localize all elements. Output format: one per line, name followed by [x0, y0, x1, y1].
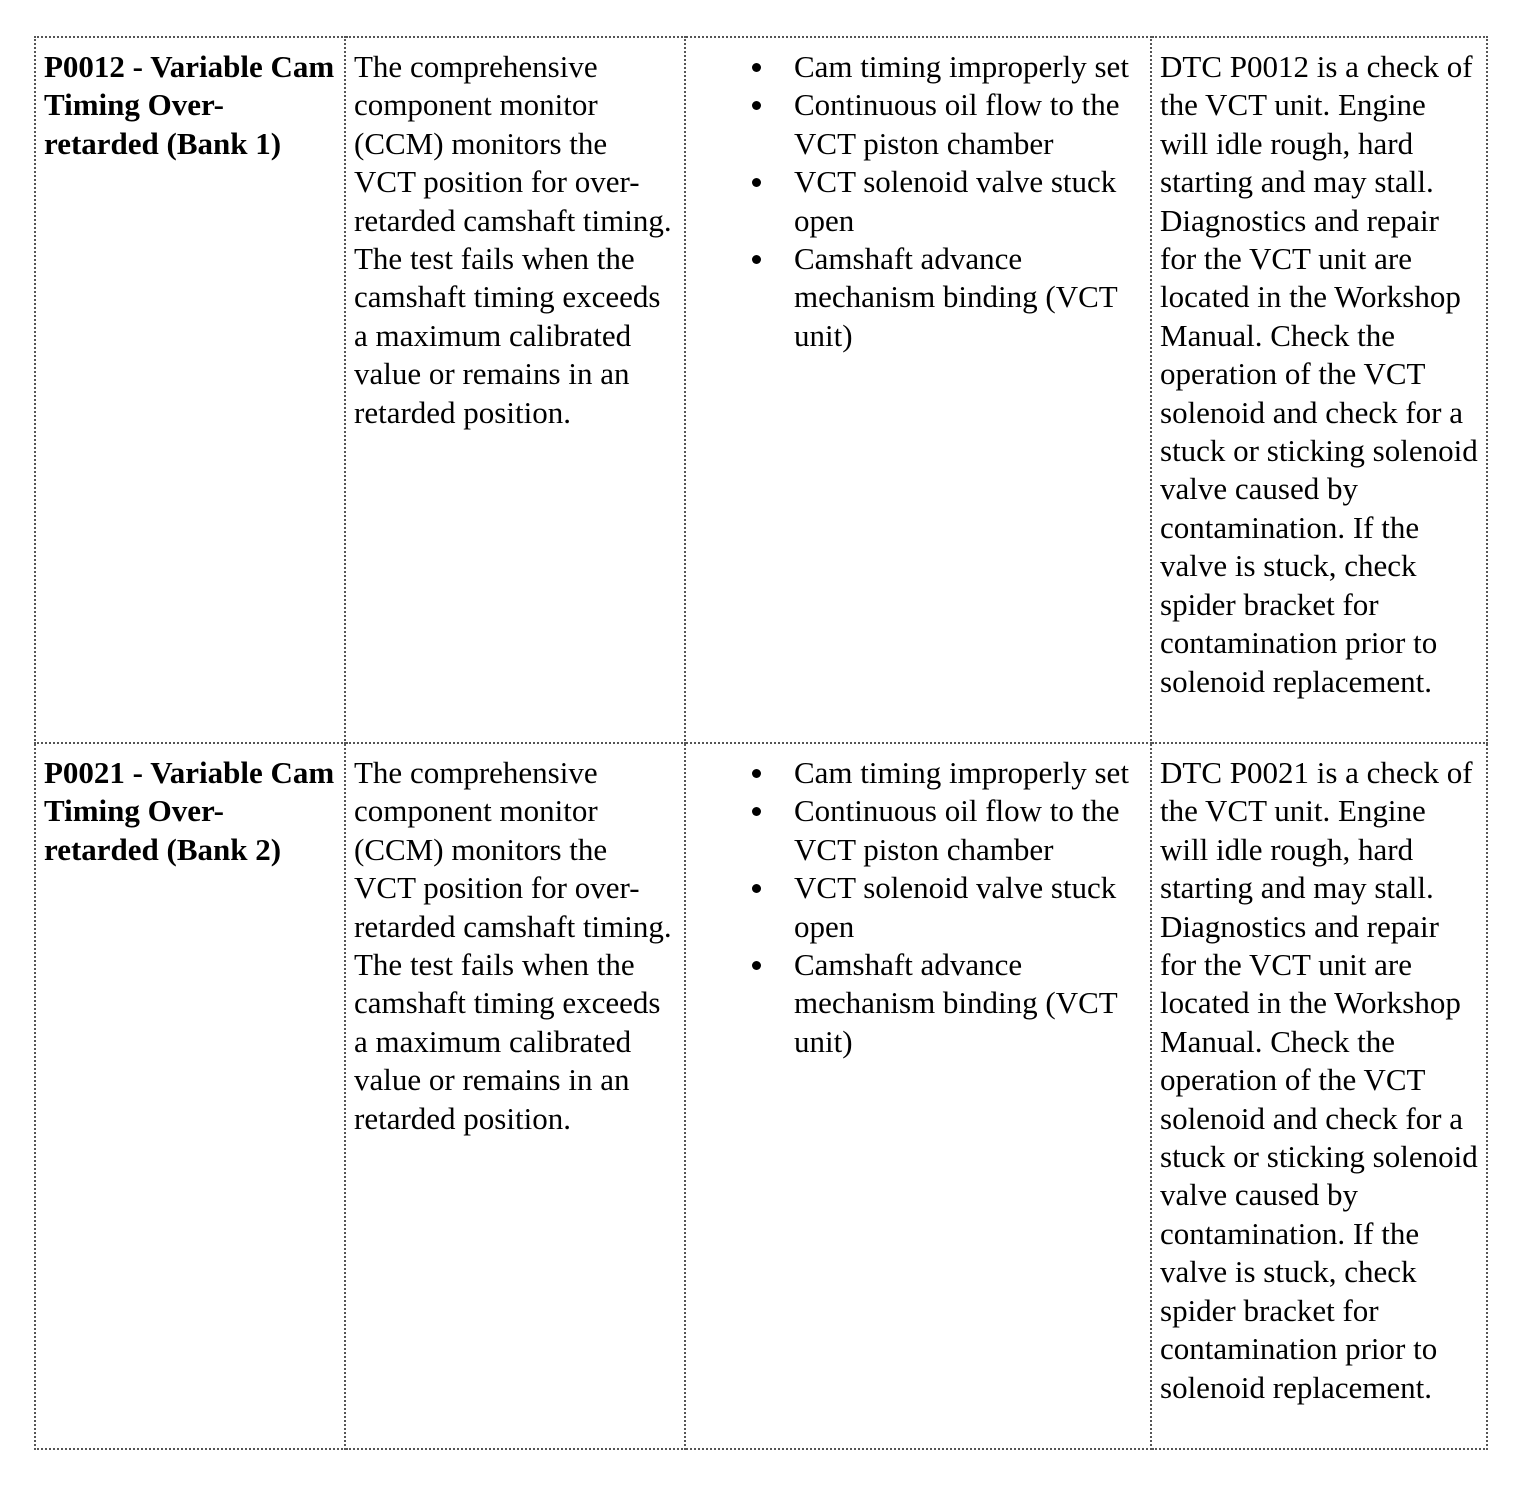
list-item: Continuous oil flow to the VCT piston chamber: [794, 86, 1142, 163]
list-item: Continuous oil flow to the VCT piston chamber: [794, 792, 1142, 869]
list-item: Cam timing improperly set: [794, 48, 1142, 86]
monitor-description-cell: The comprehensive component monitor (CCM) monitors the VCT position for over-retarded camshaft timing. The test fails when the camshaft timing exceeds a maximum calibrated value or remains in an retarded position.: [345, 37, 685, 743]
list-item: VCT solenoid valve stuck open: [794, 869, 1142, 946]
dtc-code-cell: P0012 - Variable Cam Timing Over-retarded (Bank 1): [35, 37, 345, 743]
dtc-table: [34, 36, 1488, 1450]
action-cell: DTC P0021 is a check of the VCT unit. Engine will idle rough, hard starting and may stall. Diagnostics and repair for the VCT unit are located in the Workshop Manual. Check the operation of the VCT solenoid and check for a stuck or sticking solenoid valve caused by contamination. If the valve is stuck, check spider bracket for contamination prior to solenoid replacement.: [1151, 743, 1487, 1449]
dtc-code-cell: P0021 - Variable Cam Timing Over-retarded (Bank 2): [35, 743, 345, 1449]
table-row: [35, 743, 1487, 1449]
action-cell: DTC P0012 is a check of the VCT unit. Engine will idle rough, hard starting and may stall. Diagnostics and repair for the VCT unit are located in the Workshop Manual. Check the operation of the VCT solenoid and check for a stuck or sticking solenoid valve caused by contamination. If the valve is stuck, check spider bracket for contamination prior to solenoid replacement.: [1151, 37, 1487, 743]
list-item: Cam timing improperly set: [794, 754, 1142, 792]
causes-cell: [685, 743, 1151, 1449]
list-item: VCT solenoid valve stuck open: [794, 163, 1142, 240]
list-item: Camshaft advance mechanism binding (VCT unit): [794, 240, 1142, 355]
causes-cell: [685, 37, 1151, 743]
causes-list: [694, 48, 1142, 355]
list-item: Camshaft advance mechanism binding (VCT unit): [794, 946, 1142, 1061]
monitor-description-cell: The comprehensive component monitor (CCM) monitors the VCT position for over-retarded camshaft timing. The test fails when the camshaft timing exceeds a maximum calibrated value or remains in an retarded position.: [345, 743, 685, 1449]
table-row: [35, 37, 1487, 743]
causes-list: [694, 754, 1142, 1061]
